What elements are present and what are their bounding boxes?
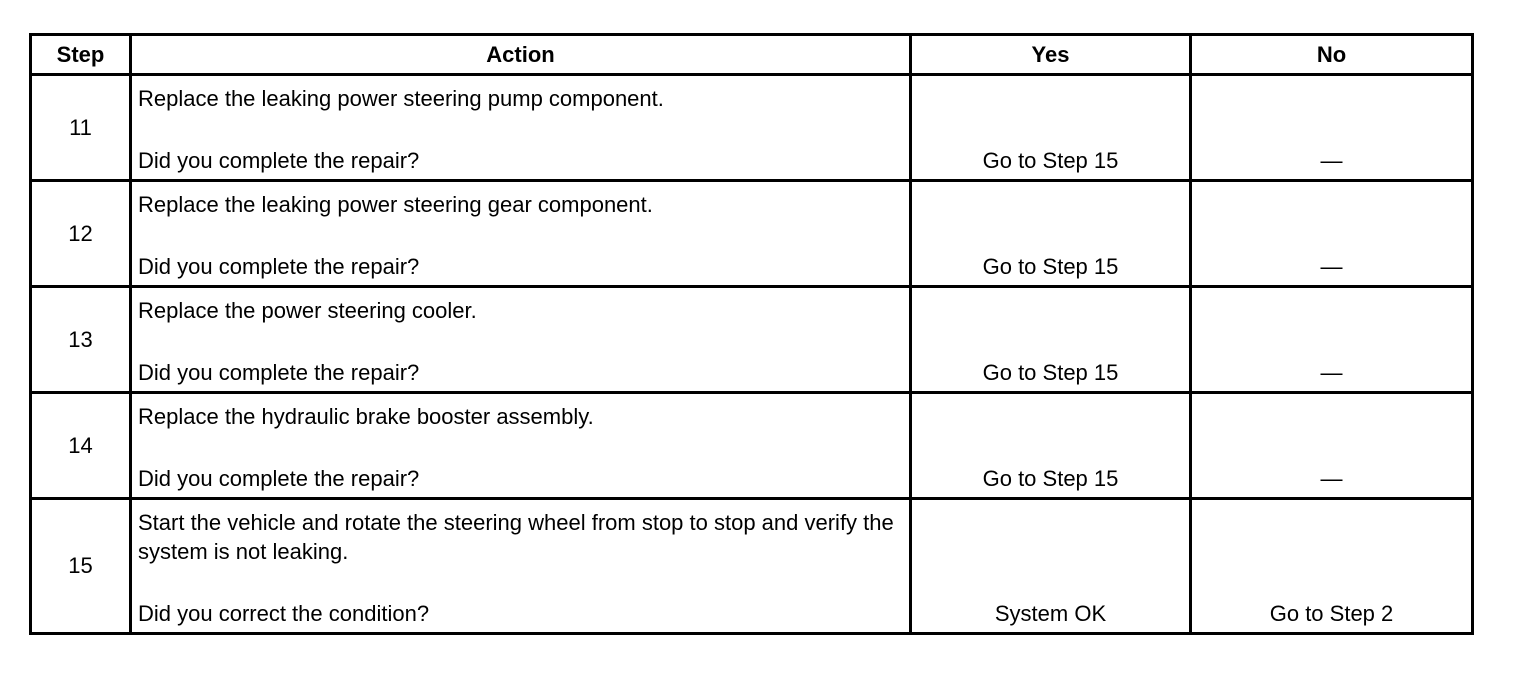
yes-result: Go to Step 15 bbox=[982, 466, 1119, 491]
action-cell bbox=[131, 499, 911, 634]
step-cell: 12 bbox=[31, 181, 131, 287]
header-row bbox=[31, 35, 1473, 75]
action-cell bbox=[131, 393, 911, 499]
diagnostic-table bbox=[29, 33, 1474, 635]
action-text: Replace the hydraulic brake booster assembly. bbox=[138, 404, 594, 429]
action-text: Replace the leaking power steering gear component. bbox=[138, 192, 653, 217]
yes-result: Go to Step 15 bbox=[982, 254, 1119, 279]
no-cell bbox=[1191, 75, 1473, 181]
table-row bbox=[31, 287, 1473, 393]
step-cell: 15 bbox=[31, 499, 131, 634]
action-question: Did you complete the repair? bbox=[138, 254, 420, 279]
header-step: Step bbox=[31, 35, 131, 75]
yes-cell bbox=[911, 287, 1191, 393]
table-row bbox=[31, 393, 1473, 499]
yes-cell bbox=[911, 75, 1191, 181]
yes-cell bbox=[911, 499, 1191, 634]
yes-cell bbox=[911, 393, 1191, 499]
header-no: No bbox=[1191, 35, 1473, 75]
header-yes: Yes bbox=[911, 35, 1191, 75]
step-cell: 11 bbox=[31, 75, 131, 181]
action-question: Did you complete the repair? bbox=[138, 466, 420, 491]
no-result: Go to Step 2 bbox=[1269, 601, 1394, 626]
action-question: Did you complete the repair? bbox=[138, 148, 420, 173]
no-result: — bbox=[1320, 254, 1343, 279]
no-result: — bbox=[1320, 148, 1343, 173]
step-cell: 13 bbox=[31, 287, 131, 393]
header-action: Action bbox=[131, 35, 911, 75]
action-cell bbox=[131, 287, 911, 393]
action-question: Did you complete the repair? bbox=[138, 360, 420, 385]
action-cell bbox=[131, 181, 911, 287]
action-text: Replace the power steering cooler. bbox=[138, 298, 477, 323]
table-row bbox=[31, 75, 1473, 181]
yes-result: System OK bbox=[994, 601, 1107, 626]
no-result: — bbox=[1320, 466, 1343, 491]
action-question: Did you correct the condition? bbox=[138, 601, 430, 626]
no-cell bbox=[1191, 499, 1473, 634]
no-cell bbox=[1191, 181, 1473, 287]
no-result: — bbox=[1320, 360, 1343, 385]
action-text: Start the vehicle and rotate the steering wheel from stop to stop and verify the system is not leaking. bbox=[138, 510, 894, 564]
yes-cell bbox=[911, 181, 1191, 287]
yes-result: Go to Step 15 bbox=[982, 360, 1119, 385]
step-cell: 14 bbox=[31, 393, 131, 499]
yes-result: Go to Step 15 bbox=[982, 148, 1119, 173]
action-text: Replace the leaking power steering pump component. bbox=[138, 86, 664, 111]
table-row bbox=[31, 181, 1473, 287]
action-cell bbox=[131, 75, 911, 181]
no-cell bbox=[1191, 287, 1473, 393]
no-cell bbox=[1191, 393, 1473, 499]
table-row bbox=[31, 499, 1473, 634]
